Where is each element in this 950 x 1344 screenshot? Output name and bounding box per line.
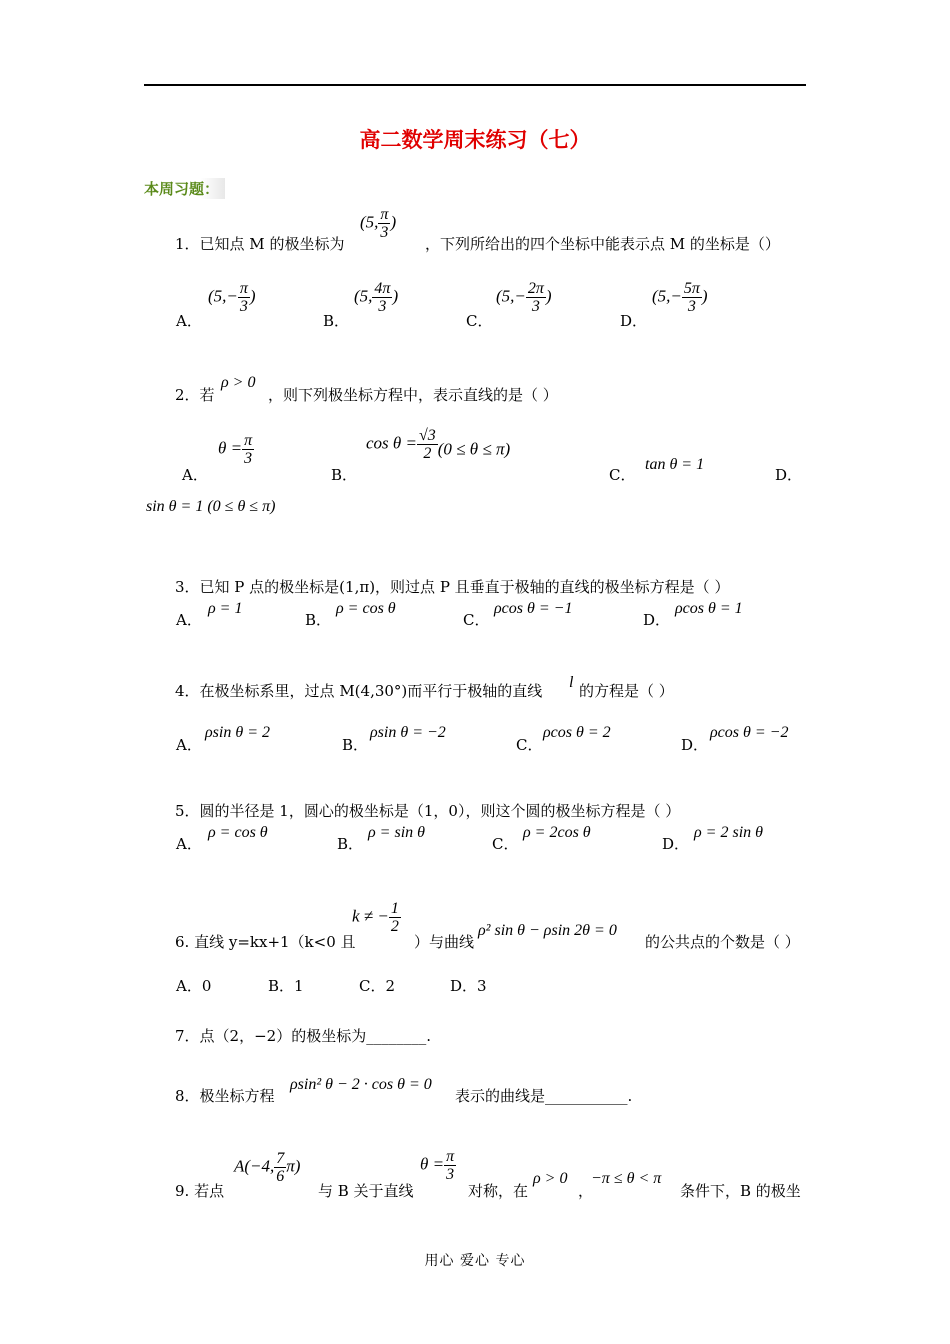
q1-option-d: (5,− $\frac{5\pi}{3}$ ): [652, 280, 708, 315]
q6-option-a: A．0: [176, 977, 212, 995]
q9-separator: ，: [578, 1182, 594, 1200]
q9-stem-a: 9. 若点: [175, 1182, 225, 1200]
q8-stem-a: 8．极坐标方程: [175, 1087, 275, 1105]
q2-option-c: tan θ = 1: [645, 456, 705, 473]
q3-option-a-label: A．: [176, 611, 202, 629]
q5-option-b: ρ = sin θ: [368, 824, 426, 841]
q5-option-a: ρ = cos θ: [208, 824, 268, 841]
q6-stem-a: 6. 直线 y=kx+1（k<0 且: [175, 933, 356, 951]
q4-option-b: ρsin θ = −2: [370, 724, 446, 741]
q4-option-a: ρsin θ = 2: [205, 724, 271, 741]
q4-line-l: l: [569, 674, 574, 691]
q4-stem-a: 4．在极坐标系里，过点 M(4,30°)而平行于极轴的直线: [175, 682, 543, 700]
q2-condition: ρ > 0: [221, 374, 256, 391]
q6-stem-b: ）与曲线: [414, 933, 475, 951]
q1-option-b: (5, $\frac{4\pi}{3}$ ): [354, 280, 399, 315]
q2-stem-a: 2．若: [175, 386, 215, 404]
q5-option-d-label: D．: [662, 835, 690, 853]
q5-option-c: ρ = 2cos θ: [523, 824, 591, 841]
q9-line: θ = $\frac{\pi}{3}$: [420, 1148, 455, 1183]
q3-option-b: ρ = cos θ: [336, 600, 396, 617]
q4-option-d: ρcos θ = −2: [710, 724, 789, 741]
q2-stem-b: ，则下列极坐标方程中，表示直线的是（ ）: [268, 386, 558, 404]
q1-stem-b: ，下列所给出的四个坐标中能表示点 M 的坐标是（）: [425, 235, 780, 253]
q2-option-c-label: C．: [609, 466, 636, 484]
q9-stem-d: 条件下，B 的极坐: [680, 1182, 801, 1200]
q9-stem-b: 与 B 关于直线: [318, 1182, 414, 1200]
q7-stem: 7．点（2，−2）的极坐标为________.: [175, 1027, 431, 1045]
q4-option-c: ρcos θ = 2: [543, 724, 611, 741]
q2-option-a: θ = $\frac{\pi}{3}$: [218, 432, 253, 467]
q6-option-d: D．3: [450, 977, 487, 995]
q4-option-c-label: C．: [516, 736, 543, 754]
q5-option-a-label: A．: [176, 835, 202, 853]
q2-option-d-label: D．: [775, 466, 803, 484]
page-footer: 用心 爱心 专心: [424, 1253, 526, 1269]
q5-option-d: ρ = 2 sin θ: [694, 824, 764, 841]
q6-k-condition: k ≠ − $\frac{1}{2}$: [352, 900, 399, 935]
q9-point-a: A(−4, $\frac{7}{6}$ π): [234, 1150, 301, 1185]
q4-stem-b: 的方程是（ ）: [579, 682, 674, 700]
q1-option-c-label: C．: [466, 312, 493, 330]
q1-option-c: (5,− $\frac{2\pi}{3}$ ): [496, 280, 552, 315]
q4-option-a-label: A．: [176, 736, 202, 754]
q8-equation: ρsin² θ − 2 · cos θ = 0: [290, 1076, 432, 1093]
q2-option-b: cos θ = $\frac{√3}{2}$ (0 ≤ θ ≤ π): [366, 427, 511, 462]
q1-stem-a: 1．已知点 M 的极坐标为: [175, 235, 345, 253]
q3-option-a: ρ = 1: [208, 600, 243, 617]
q2-option-d: sin θ = 1 (0 ≤ θ ≤ π): [146, 498, 276, 515]
q6-option-b: B．1: [268, 977, 304, 995]
q2-option-a-label: A．: [182, 466, 208, 484]
q9-condition-theta: −π ≤ θ < π: [591, 1170, 662, 1187]
q6-option-c: C．2: [359, 977, 396, 995]
q1-point: (5, $\frac{\pi}{3}$ ): [360, 206, 397, 241]
q6-stem-c: 的公共点的个数是（ ）: [645, 933, 800, 951]
q8-stem-b: 表示的曲线是___________.: [455, 1087, 633, 1105]
q3-option-c-label: C．: [463, 611, 490, 629]
q1-option-d-label: D．: [620, 312, 648, 330]
q4-option-d-label: D．: [681, 736, 709, 754]
q3-stem: 3．已知 P 点的极坐标是(1,π)，则过点 P 且垂直于极轴的直线的极坐标方程是（ ）: [175, 578, 730, 596]
q1-option-a-label: A．: [176, 312, 202, 330]
q5-option-c-label: C．: [492, 835, 519, 853]
q4-option-b-label: B．: [342, 736, 369, 754]
q3-option-c: ρcos θ = −1: [494, 600, 573, 617]
q3-option-d: ρcos θ = 1: [675, 600, 743, 617]
q1-option-b-label: B．: [323, 312, 350, 330]
q5-stem: 5．圆的半径是 1，圆心的极坐标是（1，0），则这个圆的极坐标方程是（ ）: [175, 802, 681, 820]
page-title: 高二数学周末练习（七）: [359, 128, 591, 152]
q5-option-b-label: B．: [337, 835, 364, 853]
q3-option-d-label: D．: [643, 611, 671, 629]
q1-option-a: (5,− $\frac{\pi}{3}$ ): [208, 280, 256, 315]
q3-option-b-label: B．: [305, 611, 332, 629]
q9-condition-rho: ρ > 0: [533, 1170, 568, 1187]
q6-curve: ρ² sin θ − ρsin 2θ = 0: [478, 922, 617, 939]
q9-stem-c: 对称，在: [468, 1182, 529, 1200]
section-heading: 本周习题：: [144, 178, 225, 199]
q2-option-b-label: B．: [331, 466, 358, 484]
header-rule: [144, 84, 806, 86]
